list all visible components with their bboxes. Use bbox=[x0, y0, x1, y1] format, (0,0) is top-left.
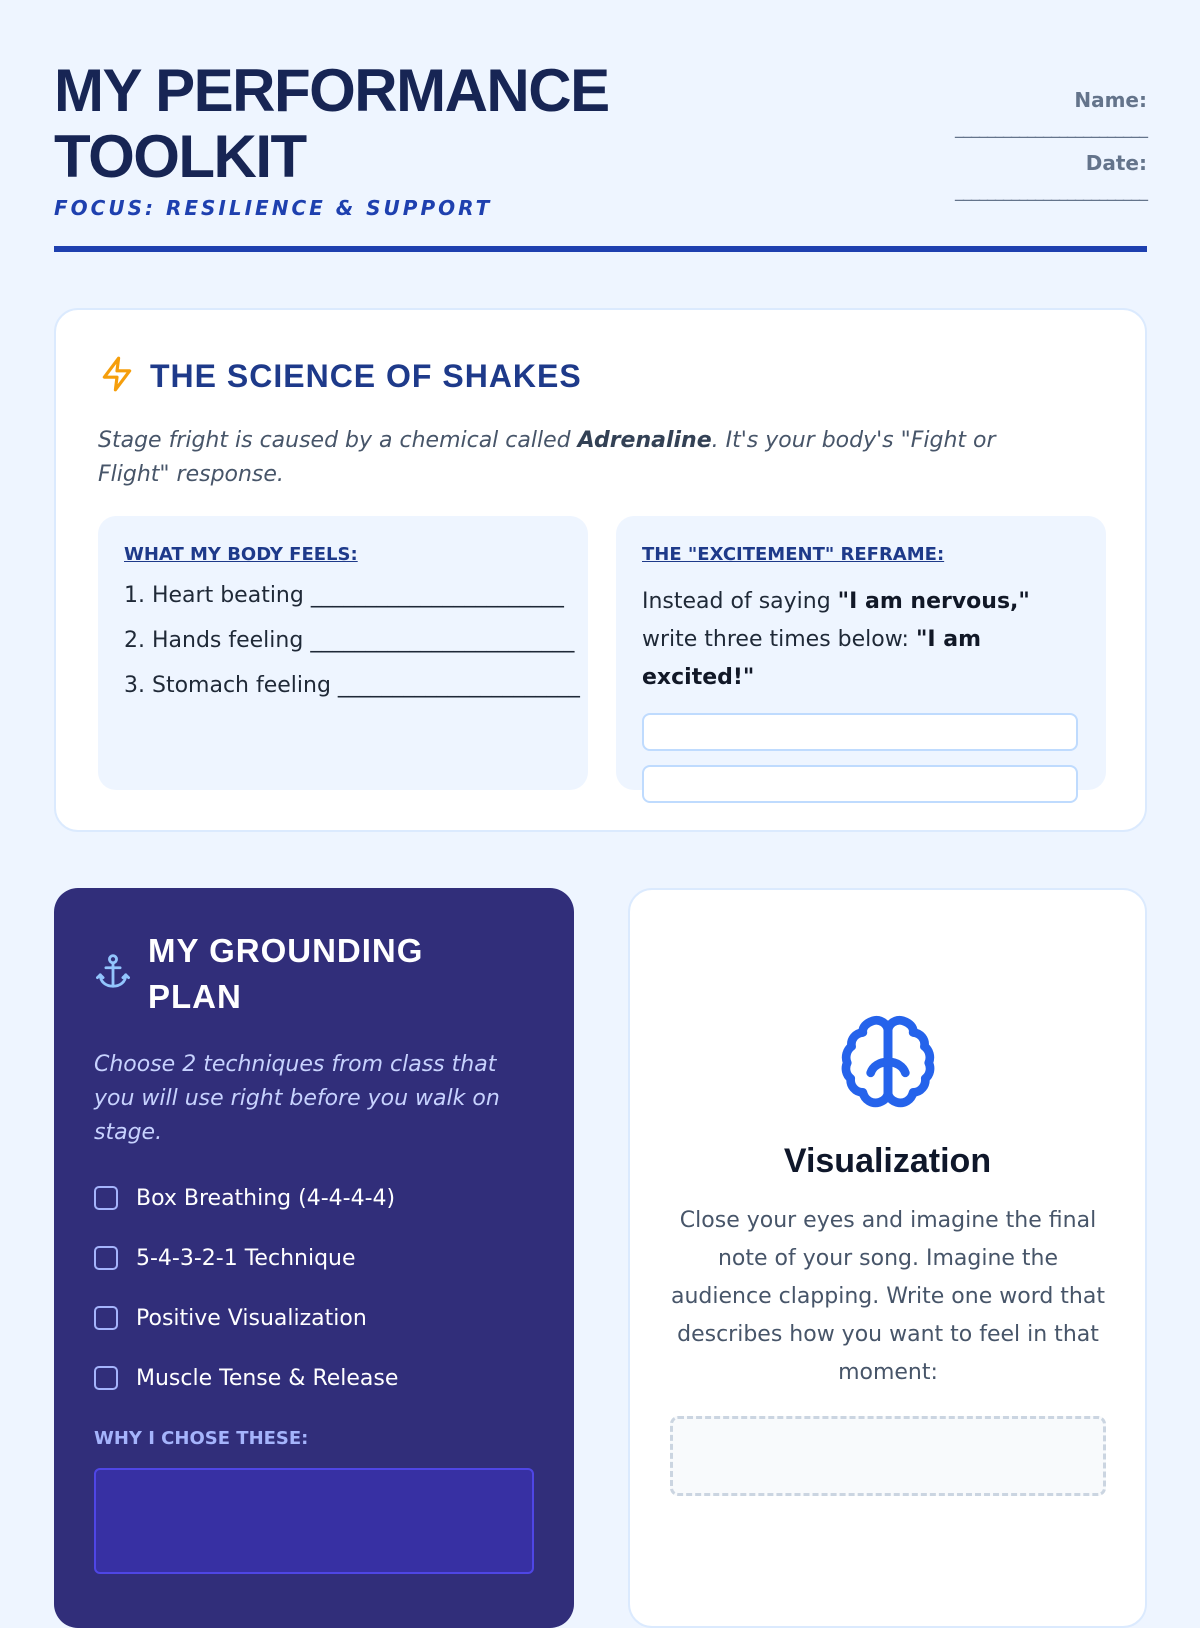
name-line[interactable]: ________________________ bbox=[955, 118, 1147, 139]
science-intro: Stage fright is caused by a chemical called Adrenaline. It's your body's "Fight or Flight" response. bbox=[98, 428, 996, 487]
grounding-description: Choose 2 techniques from class that you will use right before you walk on stage. bbox=[94, 1052, 500, 1145]
date-label: Date: bbox=[1085, 151, 1147, 175]
header-divider bbox=[54, 246, 1147, 252]
reframe-instructions: Instead of saying "I am nervous," write three times below: "I am excited!" bbox=[642, 589, 1030, 690]
visualization-text: Close your eyes and imagine the final note of your song. Imagine the audience clapping. Write one word that describes how you want to feel in that moment: bbox=[671, 1208, 1105, 1385]
body-feel-item[interactable]: 1. Heart beating _______________________ bbox=[124, 583, 564, 608]
page-subtitle: FOCUS: RESILIENCE & SUPPORT bbox=[54, 196, 493, 220]
name-label: Name: bbox=[1074, 88, 1147, 112]
grounding-card-header bbox=[96, 928, 468, 1020]
feeling-word-box[interactable] bbox=[670, 1416, 1106, 1496]
adrenaline-term: Adrenaline bbox=[577, 428, 712, 453]
technique-option[interactable]: Box Breathing (4-4-4-4) bbox=[94, 1168, 398, 1228]
body-feel-item[interactable]: 3. Stomach feeling ______________________ bbox=[124, 673, 580, 698]
anchor-icon bbox=[96, 953, 130, 995]
reframe-heading: THE "EXCITEMENT" REFRAME: bbox=[642, 544, 945, 565]
technique-list bbox=[94, 1168, 398, 1408]
page-title: MY PERFORMANCE TOOLKIT bbox=[54, 57, 609, 190]
body-feel-item[interactable]: 2. Hands feeling ________________________ bbox=[124, 628, 575, 653]
checkbox[interactable] bbox=[94, 1246, 118, 1270]
why-answer-box[interactable] bbox=[94, 1468, 534, 1574]
visualization-title: Visualization bbox=[783, 1142, 992, 1180]
checkbox[interactable] bbox=[94, 1366, 118, 1390]
brain-icon bbox=[836, 1010, 940, 1118]
checkbox[interactable] bbox=[94, 1186, 118, 1210]
name-date-block bbox=[955, 88, 1147, 214]
checkbox[interactable] bbox=[94, 1306, 118, 1330]
science-card-header bbox=[98, 354, 582, 398]
grounding-card-title: MY GROUNDING PLAN bbox=[148, 932, 424, 1015]
page-header bbox=[54, 58, 1147, 220]
reframe-panel bbox=[616, 516, 1106, 790]
technique-option[interactable]: Positive Visualization bbox=[94, 1288, 398, 1348]
date-line[interactable]: ________________________ bbox=[955, 181, 1147, 202]
reframe-writing-line[interactable] bbox=[642, 713, 1078, 751]
lightning-icon bbox=[98, 354, 136, 398]
visualization-card bbox=[628, 888, 1147, 1628]
body-feels-panel bbox=[98, 516, 588, 790]
technique-option[interactable]: Muscle Tense & Release bbox=[94, 1348, 398, 1408]
science-card bbox=[54, 308, 1147, 832]
reframe-writing-line[interactable] bbox=[642, 765, 1078, 803]
technique-option[interactable]: 5-4-3-2-1 Technique bbox=[94, 1228, 398, 1288]
science-card-title: THE SCIENCE OF SHAKES bbox=[150, 357, 582, 394]
body-feels-heading: WHAT MY BODY FEELS: bbox=[124, 544, 358, 565]
why-label: WHY I CHOSE THESE: bbox=[94, 1428, 309, 1449]
grounding-card bbox=[54, 888, 574, 1628]
